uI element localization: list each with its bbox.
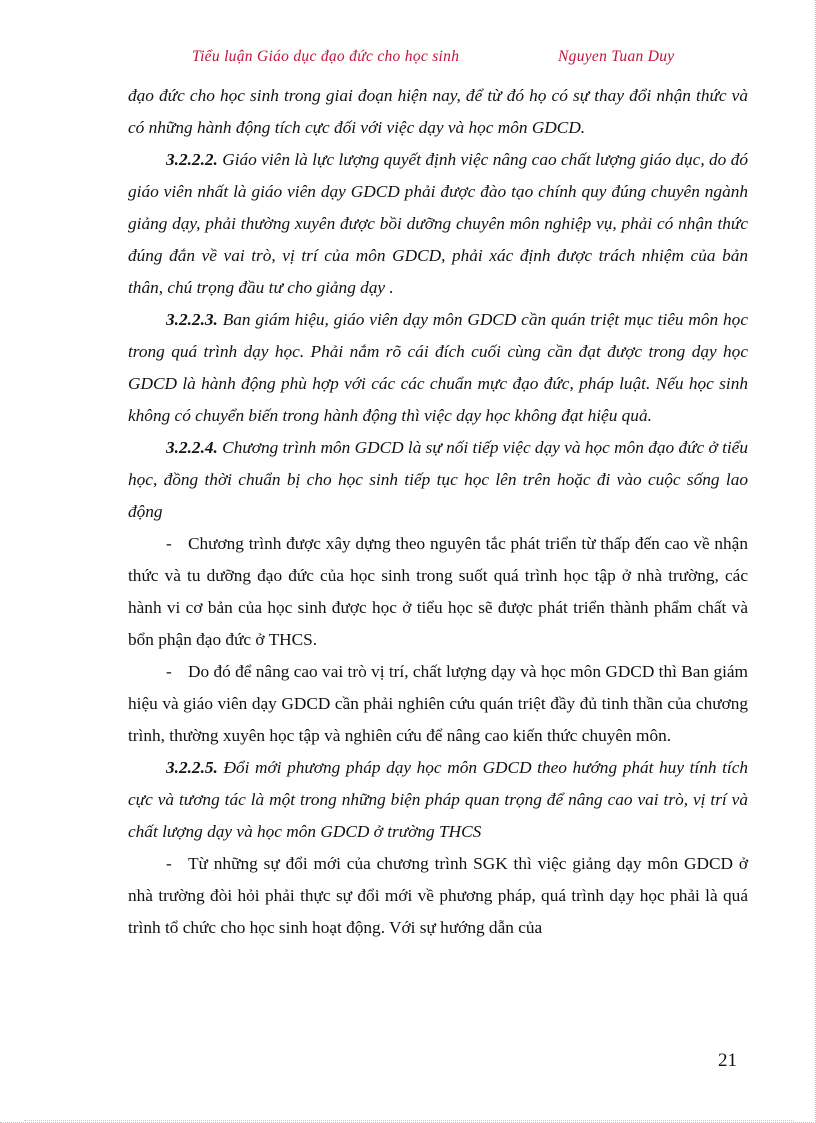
- bullet-item: [128, 528, 748, 656]
- footer-divider: [24, 1120, 794, 1121]
- page-number: 21: [718, 1050, 737, 1071]
- header-title: Tiểu luận Giáo dục đạo đức cho học sinh: [192, 48, 460, 65]
- paragraph-3-2-2-3: [128, 304, 748, 432]
- bullet-dash: -: [166, 534, 172, 553]
- paragraph-3-2-2-4: [128, 432, 748, 528]
- paragraph-3-2-2-2: [128, 144, 748, 304]
- section-number: 3.2.2.3.: [166, 310, 218, 329]
- section-number: 3.2.2.2.: [166, 150, 218, 169]
- bullet-text: Do đó để nâng cao vai trò vị trí, chất lượng dạy và học môn GDCD thì Ban giám hiệu và giáo viên dạy GDCD cần phải nghiên cứu quán triệt đầy đủ tinh thần của chương trình, thường xuyên học tập và nghiên cứu để nâng cao kiến thức chuyên môn.: [128, 662, 748, 745]
- bullet-item: [128, 656, 748, 752]
- section-number: 3.2.2.4.: [166, 438, 218, 457]
- section-number: 3.2.2.5.: [166, 758, 218, 777]
- page-header: [0, 48, 816, 72]
- bullet-text: Chương trình được xây dựng theo nguyên tắc phát triển từ thấp đến cao về nhận thức và tu dưỡng đạo đức của học sinh trong suốt quá trình học tập ở nhà trường, các hành vi cơ bản của học sinh được học ở tiểu học sẽ được phát triển thành phẩm chất và bổn phận đạo đức ở THCS.: [128, 534, 748, 649]
- document-body: [128, 80, 748, 944]
- paragraph-text: Chương trình môn GDCD là sự nối tiếp việc dạy và học môn đạo đức ở tiểu học, đồng thời chuẩn bị cho học sinh tiếp tục học lên trên hoặc đi vào cuộc sống lao động: [128, 438, 748, 521]
- bullet-dash: -: [166, 854, 172, 873]
- bullet-item: [128, 848, 748, 944]
- header-author: Nguyen Tuan Duy: [558, 48, 675, 65]
- paragraph-continuation: [128, 80, 748, 144]
- bullet-text: Từ những sự đổi mới của chương trình SGK thì việc giảng dạy môn GDCD ở nhà trường đòi hỏi phải thực sự đổi mới về phương pháp, quá trình dạy học phải là quá trình tổ chức cho học sinh hoạt động. Với sự hướng dẫn của: [128, 854, 748, 937]
- paragraph-text: Giáo viên là lực lượng quyết định việc nâng cao chất lượng giáo dục, do đó giáo viên nhất là giáo viên dạy GDCD phải được đào tạo chính quy đúng chuyên ngành giảng dạy, phải thường xuyên được bồi dưỡng chuyên môn nghiệp vụ, phải có nhận thức đúng đắn về vai trò, vị trí của môn GDCD, phải xác định được trách nhiệm của bản thân, chú trọng đầu tư cho giảng dạy .: [128, 150, 748, 297]
- paragraph-text: Ban giám hiệu, giáo viên dạy môn GDCD cần quán triệt mục tiêu môn học trong quá trình dạy học. Phải nắm rõ cái đích cuối cùng cần đạt được trong dạy học GDCD là hành động phù hợp với các các chuẩn mực đạo đức, pháp luật. Nếu học sinh không có chuyển biến trong hành động thì việc dạy học không đạt hiệu quả.: [128, 310, 748, 425]
- bullet-dash: -: [166, 662, 172, 681]
- paragraph-text: Đổi mới phương pháp dạy học môn GDCD theo hướng phát huy tính tích cực và tương tác là một trong những biện pháp quan trọng để nâng cao vai trò, vị trí và chất lượng dạy và học môn GDCD ở trường THCS: [128, 758, 748, 841]
- paragraph-3-2-2-5: [128, 752, 748, 848]
- paragraph-text: đạo đức cho học sinh trong giai đoạn hiện nay, để từ đó họ có sự thay đổi nhận thức và có những hành động tích cực đối với việc dạy và học môn GDCD.: [128, 86, 748, 137]
